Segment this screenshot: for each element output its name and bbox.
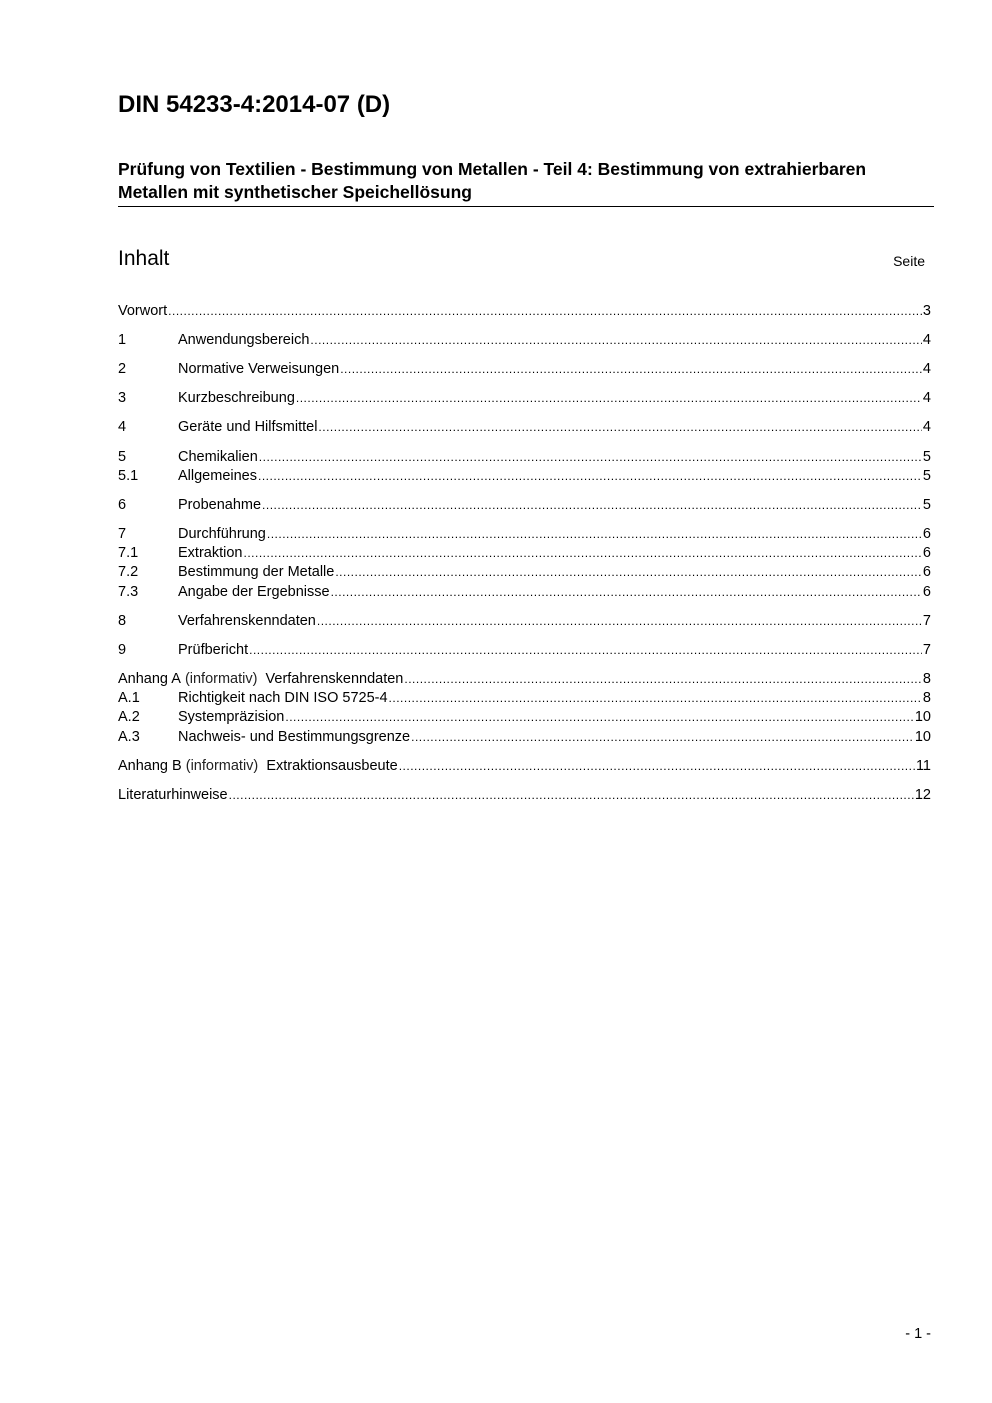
toc-leader (404, 670, 922, 689)
toc-entry-number: 2 (118, 361, 127, 377)
toc-entry[interactable] (118, 728, 931, 747)
toc-entry-number: 8 (118, 613, 127, 629)
toc-entry[interactable] (118, 389, 931, 408)
toc-entry-label (118, 757, 398, 776)
toc-entry[interactable] (118, 708, 931, 727)
toc-entry-label: Verfahrenskenndaten (178, 613, 316, 629)
toc-entry[interactable] (118, 496, 931, 515)
toc-entry-number: A.2 (118, 709, 140, 725)
annex-prefix: Anhang A (118, 671, 181, 687)
toc-leader (249, 641, 922, 660)
toc-leader (318, 418, 922, 437)
toc-entry-page: 4 (922, 390, 931, 406)
toc-entry-label (118, 670, 403, 689)
toc-entry[interactable] (118, 418, 931, 437)
toc-entry-page: 12 (914, 787, 931, 803)
toc-entry-literaturhinweise[interactable] (118, 786, 931, 805)
toc-entry-number: 1 (118, 332, 127, 348)
toc-entry-page: 4 (922, 419, 931, 435)
toc-leader (331, 583, 922, 602)
toc-leader (296, 389, 922, 408)
toc-entry-page: 8 (922, 690, 931, 706)
toc-entry-label: Allgemeines (178, 468, 257, 484)
toc-entry-number: 6 (118, 497, 127, 513)
title-divider (118, 206, 934, 207)
toc-leader (317, 612, 922, 631)
toc-entry[interactable] (118, 448, 931, 467)
toc-entry-label: Normative Verweisungen (178, 361, 340, 377)
toc-entry-label: Geräte und Hilfsmittel (178, 419, 318, 435)
toc-entry-number: 7.2 (118, 564, 139, 580)
toc-entry-page: 5 (922, 449, 931, 465)
toc-entry[interactable] (118, 583, 931, 602)
toc-leader (262, 496, 922, 515)
toc-entry-number: A.3 (118, 729, 140, 745)
toc-leader (335, 563, 922, 582)
toc-entry-label: Systempräzision (178, 709, 285, 725)
toc-entry-label: Vorwort (118, 303, 168, 319)
toc-entry-number: 7 (118, 526, 127, 542)
toc-entry-anhang-b[interactable] (118, 757, 931, 776)
toc-entry-number: 9 (118, 642, 127, 658)
toc-entry-number: 5.1 (118, 468, 139, 484)
toc-leader (243, 544, 921, 563)
toc-leader (399, 757, 915, 776)
toc-entry-number: A.1 (118, 690, 140, 706)
toc-entry[interactable] (118, 467, 931, 486)
toc-entry-anhang-a[interactable] (118, 670, 931, 689)
toc-entry-page: 6 (922, 526, 931, 542)
toc-entry-page: 4 (922, 332, 931, 348)
toc-entry-label: Anwendungsbereich (178, 332, 310, 348)
toc-entry[interactable] (118, 563, 931, 582)
toc-entry-page: 11 (915, 758, 931, 774)
toc-entry-page: 10 (914, 729, 931, 745)
toc-page-column-label: Seite (893, 253, 925, 269)
toc-entry-page: 6 (922, 564, 931, 580)
toc-entry-label: Richtigkeit nach DIN ISO 5725-4 (178, 690, 388, 706)
toc-entry-page: 8 (922, 671, 931, 687)
toc-entry-label: Prüfbericht (178, 642, 249, 658)
toc-entry-page: 5 (922, 497, 931, 513)
toc-entry-page: 6 (922, 584, 931, 600)
toc-entry[interactable] (118, 360, 931, 379)
toc-entry-label: Extraktion (178, 545, 243, 561)
toc-entry-label: Kurzbeschreibung (178, 390, 295, 406)
toc-entry-label: Durchführung (178, 526, 266, 542)
toc-entry[interactable] (118, 641, 931, 660)
toc-entry[interactable] (118, 689, 931, 708)
toc-entry-number: 4 (118, 419, 127, 435)
toc-entry-page: 7 (922, 642, 931, 658)
toc-entry[interactable] (118, 544, 931, 563)
toc-entry[interactable] (118, 331, 931, 350)
annex-prefix: Anhang B (118, 758, 182, 774)
toc-leader (310, 331, 922, 350)
toc-leader (258, 467, 922, 486)
toc-leader (340, 360, 922, 379)
toc-entry-label: Chemikalien (178, 449, 258, 465)
toc-entry-number: 7.1 (118, 545, 139, 561)
toc-leader (411, 728, 914, 747)
document-subtitle: Prüfung von Textilien - Bestimmung von Metallen - Teil 4: Bestimmung von extrahierbaren Metallen mit synthetischer Speichellösung (118, 159, 867, 202)
toc-leader (267, 525, 922, 544)
toc-leader (285, 708, 913, 727)
toc-entry-page: 7 (922, 613, 931, 629)
toc-entry-page: 10 (914, 709, 931, 725)
toc-entry-label: Angabe der Ergebnisse (178, 584, 330, 600)
toc-leader (229, 786, 914, 805)
annex-title: Verfahrenskenndaten (265, 671, 404, 687)
toc-leader (389, 689, 922, 708)
toc-entry-page: 3 (922, 303, 931, 319)
toc-entry-number: 7.3 (118, 584, 139, 600)
toc-leader (259, 448, 922, 467)
toc-entry-label: Literaturhinweise (118, 787, 228, 803)
toc-entry[interactable] (118, 525, 931, 544)
toc-entry-page: 4 (922, 361, 931, 377)
toc-heading: Inhalt (118, 247, 170, 270)
toc-entry-label: Bestimmung der Metalle (178, 564, 335, 580)
annex-informative-note: (informativ) (184, 671, 258, 687)
annex-title: Extraktionsausbeute (266, 758, 398, 774)
toc-entry-label: Probenahme (178, 497, 262, 513)
document-title: DIN 54233-4:2014-07 (D) (118, 91, 391, 118)
toc-entry-number: 5 (118, 449, 127, 465)
toc-entry[interactable] (118, 612, 931, 631)
annex-informative-note: (informativ) (185, 758, 259, 774)
toc-entry-page: 5 (922, 468, 931, 484)
toc-entry-vorwort[interactable] (118, 302, 931, 321)
toc-entry-number: 3 (118, 390, 127, 406)
toc-leader (168, 302, 922, 321)
toc-entry-page: 6 (922, 545, 931, 561)
page-number: - 1 - (905, 1326, 931, 1342)
toc-entry-label: Nachweis- und Bestimmungsgrenze (178, 729, 411, 745)
